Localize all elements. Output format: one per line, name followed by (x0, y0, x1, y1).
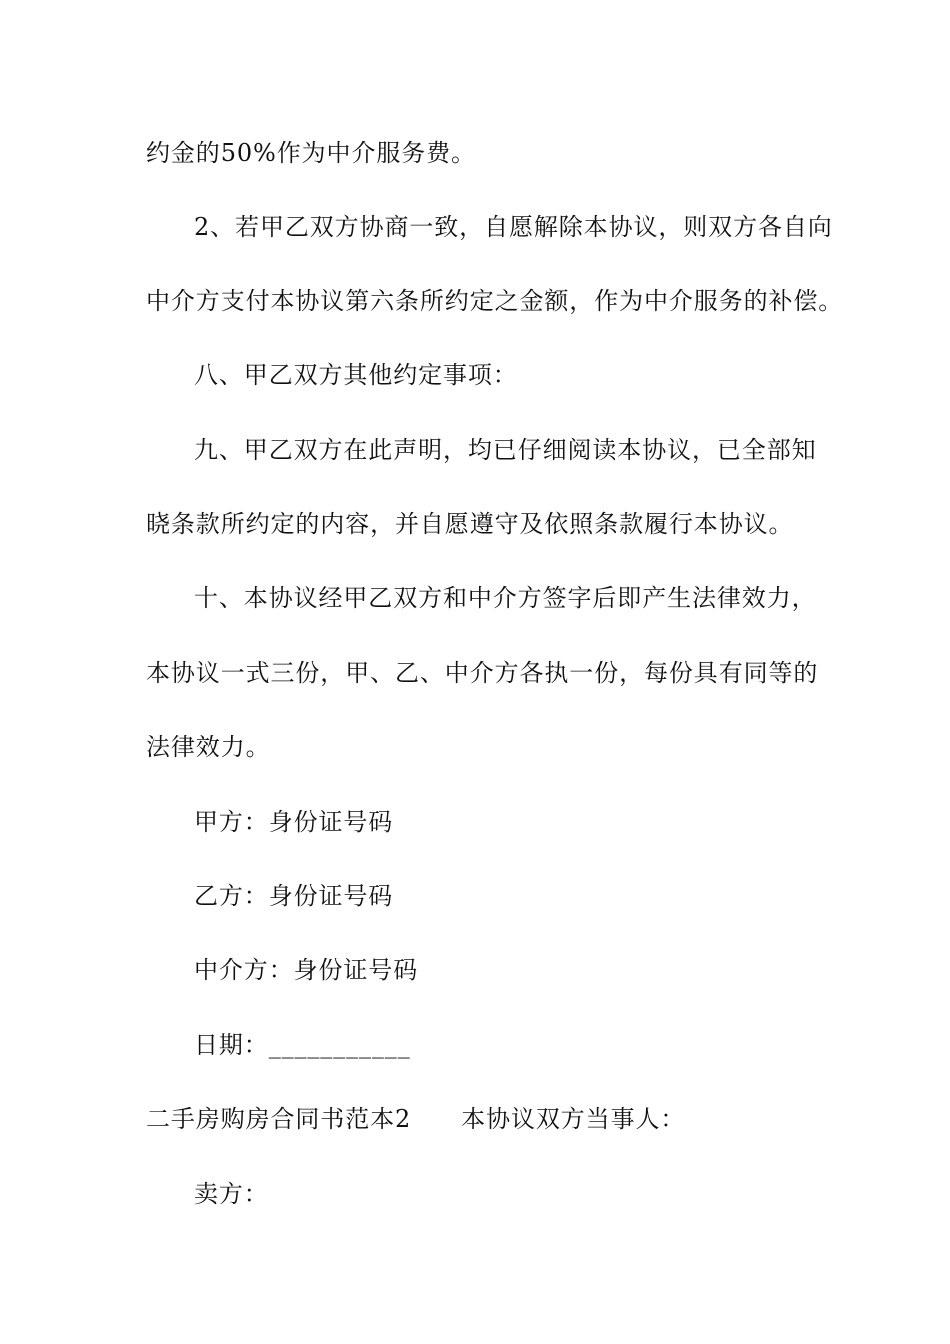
date-line (194, 1030, 411, 1060)
clause-9-line-1: 九、甲乙双方在此声明，均已仔细阅读本协议，已全部知 (194, 436, 817, 464)
clause-7-2-line-2: 中介方支付本协议第六条所约定之金额，作为中介服务的补偿。 (146, 287, 844, 315)
date-label: 日期： (194, 1031, 269, 1059)
clause-7-2-line-1: 2、若甲乙双方协商一致，自愿解除本协议，则双方各自向 (194, 213, 833, 241)
clause-10-line-1: 十、本协议经甲乙双方和中介方签字后即产生法律效力， (194, 584, 817, 612)
agent-signature-line: 中介方：身份证号码 (194, 956, 419, 984)
next-contract-title: 二手房购房合同书范本2 (146, 1105, 412, 1133)
paragraph-line-1: 约金的50%作为中介服务费。 (146, 139, 476, 167)
clause-9-line-2: 晓条款所约定的内容，并自愿遵守及依照条款履行本协议。 (146, 510, 794, 538)
clause-10-line-3: 法律效力。 (146, 733, 271, 761)
seller-label: 卖方： (194, 1180, 269, 1208)
clause-8-heading: 八、甲乙双方其他约定事项： (194, 361, 518, 389)
next-contract-line (146, 1104, 685, 1134)
party-b-signature-line: 乙方：身份证号码 (194, 882, 394, 910)
date-blank: ___________ (268, 1031, 411, 1059)
clause-10-line-2: 本协议一式三份，甲、乙、中介方各执一份，每份具有同等的 (146, 659, 819, 687)
party-a-signature-line: 甲方：身份证号码 (194, 808, 394, 836)
next-contract-intro: 本协议双方当事人： (461, 1105, 686, 1133)
